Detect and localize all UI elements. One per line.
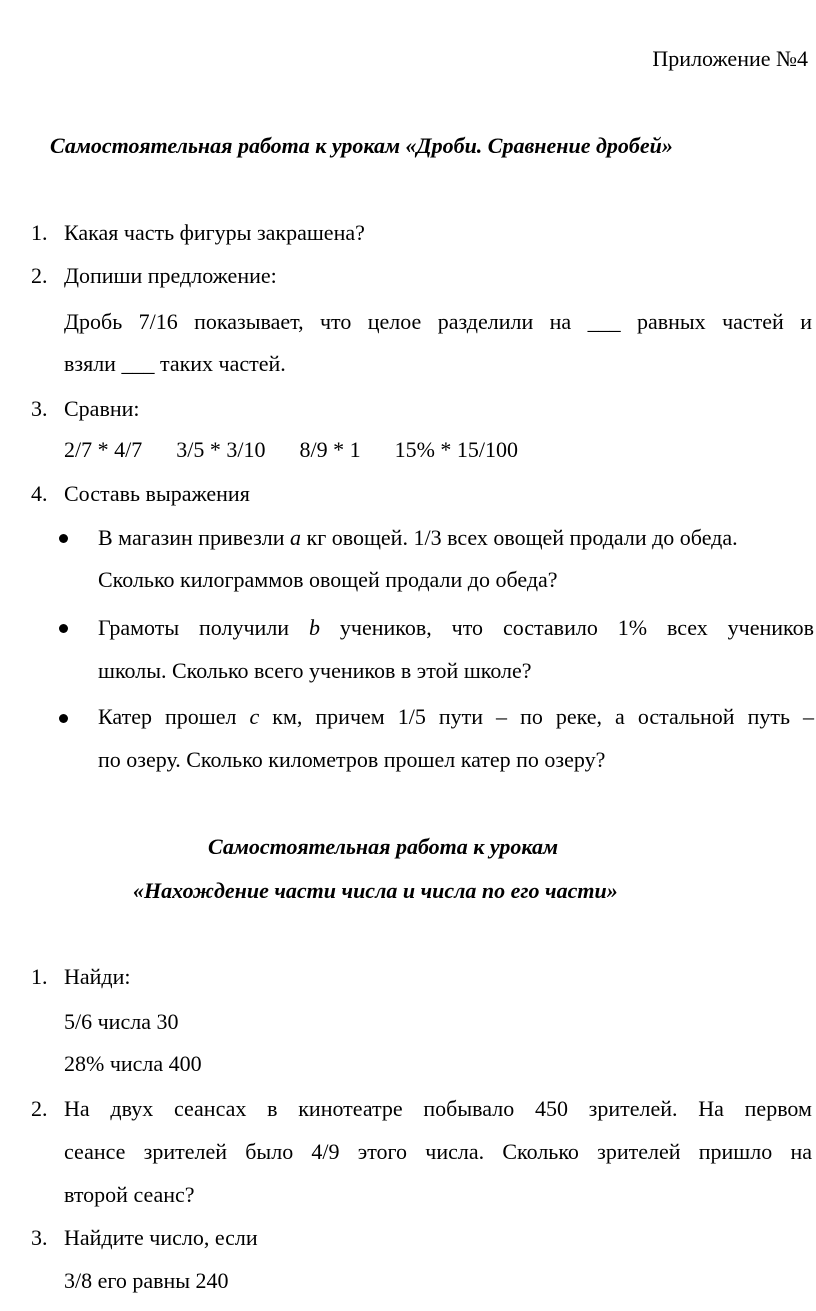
- appendix-label: Приложение №4: [652, 46, 808, 71]
- s2-q1-text: Найди:: [64, 964, 131, 989]
- s2-q1-item-b: 28% числа 400: [64, 1051, 202, 1076]
- bullet2-line2: школы. Сколько всего учеников в этой школе?: [98, 658, 532, 683]
- s2-q1-item-a: 5/6 числа 30: [64, 1009, 179, 1034]
- variable-a: a: [290, 525, 302, 550]
- s2-q3-text: Найдите число, если: [64, 1225, 258, 1250]
- word: равных: [636, 309, 706, 334]
- bullet3-line2: по озеру. Сколько километров прошел катер по озеру?: [98, 747, 606, 772]
- bullet-icon: [59, 714, 68, 723]
- s2-q3-number: 3.: [31, 1225, 48, 1250]
- q4-text: Составь выражения: [64, 481, 250, 506]
- bullet2-line1: Грамоты получили b учеников, что составило 1% всех учеников: [98, 615, 814, 640]
- q2-number: 2.: [31, 263, 48, 288]
- q3-comparisons: [64, 439, 518, 461]
- s2-q3-item-a: 3/8 его равны 240: [64, 1268, 229, 1293]
- word: частей: [722, 309, 784, 334]
- section1-title: Самостоятельная работа к урокам «Дроби. Сравнение дробей»: [50, 133, 673, 158]
- word: показывает,: [194, 309, 304, 334]
- q3-number: 3.: [31, 396, 48, 421]
- word: разделили: [437, 309, 534, 334]
- variable-b: b: [309, 615, 320, 640]
- word: целое: [367, 309, 422, 334]
- q1-number: 1.: [31, 220, 48, 245]
- bullet-icon: [59, 534, 68, 543]
- comparison-item: 15% * 15/100: [394, 437, 519, 462]
- q1-text: Какая часть фигуры закрашена?: [64, 220, 365, 245]
- comparison-item: 2/7 * 4/7: [64, 437, 143, 462]
- word: на: [549, 309, 572, 334]
- word: что: [319, 309, 352, 334]
- word: 7/16: [138, 309, 178, 334]
- s2-q2-line1: На двух сеансах в кинотеатре побывало 450 зрителей. На первом: [64, 1096, 812, 1121]
- blank: ___: [587, 309, 621, 334]
- comparison-item: 8/9 * 1: [299, 437, 361, 462]
- word: и: [800, 309, 812, 334]
- s2-q2-line2: сеансе зрителей было 4/9 этого числа. Сколько зрителей пришло на: [64, 1139, 812, 1164]
- comparison-item: 3/5 * 3/10: [176, 437, 266, 462]
- variable-c: c: [249, 704, 260, 729]
- bullet1-line2: Сколько килограммов овощей продали до обеда?: [98, 567, 558, 592]
- q2-text: Допиши предложение:: [64, 263, 277, 288]
- word: Дробь: [64, 309, 123, 334]
- bullet1-line1: В магазин привезли a кг овощей. 1/3 всех овощей продали до обеда.: [98, 525, 738, 550]
- q4-number: 4.: [31, 481, 48, 506]
- q3-text: Сравни:: [64, 396, 140, 421]
- s2-q1-number: 1.: [31, 964, 48, 989]
- s2-q2-number: 2.: [31, 1096, 48, 1121]
- q2-line2: взяли ___ таких частей.: [64, 351, 286, 376]
- section2-title-line1: Самостоятельная работа к урокам: [208, 834, 559, 859]
- q2-line1: [64, 311, 812, 333]
- bullet3-line1: Катер прошел c км, причем 1/5 пути – по реке, а остальной путь –: [98, 704, 814, 729]
- s2-q2-line3: второй сеанс?: [64, 1182, 195, 1207]
- section2-title-line2: «Нахождение части числа и числа по его части»: [133, 878, 618, 903]
- bullet-icon: [59, 624, 68, 633]
